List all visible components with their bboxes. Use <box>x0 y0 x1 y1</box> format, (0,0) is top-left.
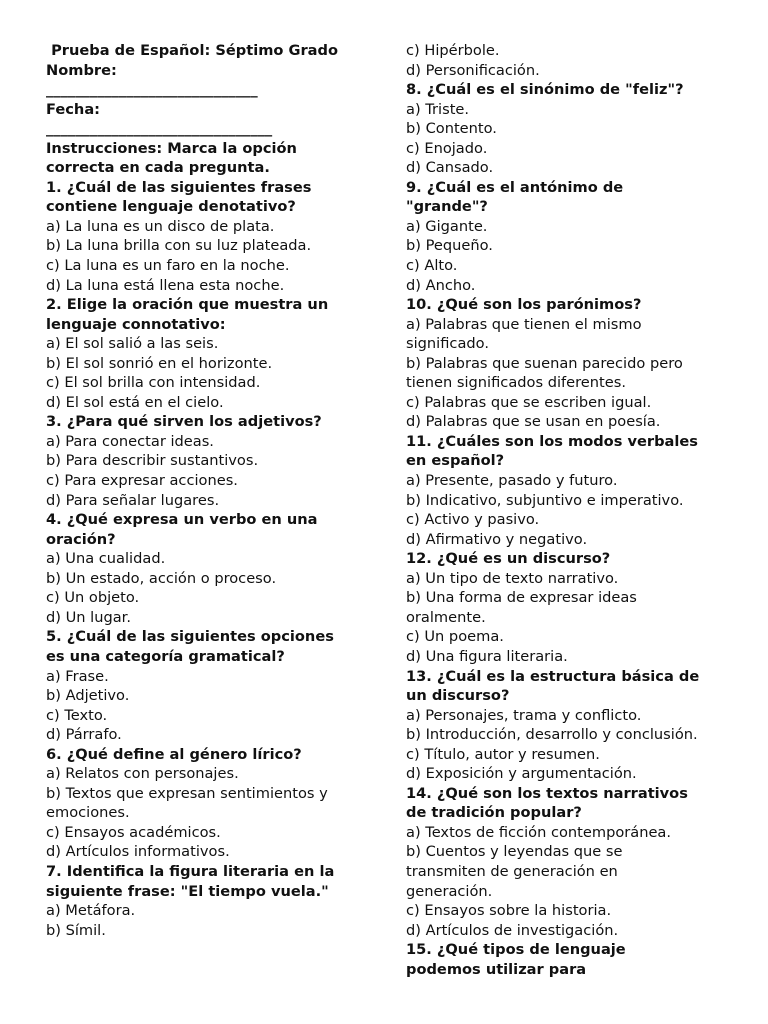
left-column <box>46 41 364 940</box>
option-a: a) Un tipo de texto narrativo. <box>406 569 619 587</box>
option-b: b) Introducción, desarrollo y conclusión. <box>406 726 698 744</box>
name-label: Nombre: <box>46 61 117 79</box>
question-text: es una categoría gramatical? <box>46 647 285 665</box>
left-questions <box>46 178 364 940</box>
option-a: a) Gigante. <box>406 217 488 235</box>
option-b: b) Contento. <box>406 120 497 138</box>
option-b: oralmente. <box>406 608 486 626</box>
question-10 <box>406 295 736 432</box>
option-a: a) Presente, pasado y futuro. <box>406 472 618 490</box>
option-a: significado. <box>406 335 489 353</box>
option-c: c) Alto. <box>406 257 458 275</box>
option-d: d) Cansado. <box>406 159 494 177</box>
question-6 <box>46 745 364 862</box>
option-b: b) Símil. <box>46 921 106 939</box>
option-d: d) Ancho. <box>406 276 476 294</box>
option-b: b) Indicativo, subjuntivo e imperativo. <box>406 491 684 509</box>
question-text: contiene lenguaje denotativo? <box>46 198 296 216</box>
option-b: b) Un estado, acción o proceso. <box>46 569 277 587</box>
date-blank-line: _______________________________ <box>46 120 273 138</box>
option-c: c) Un poema. <box>406 628 504 646</box>
option-a: a) Metáfora. <box>46 902 136 920</box>
question-text: 11. ¿Cuáles son los modos verbales <box>406 432 698 450</box>
question-9 <box>406 178 736 295</box>
option-a: a) Relatos con personajes. <box>46 765 239 783</box>
option-b: transmiten de generación en <box>406 862 618 880</box>
option-a: a) Personajes, trama y conflicto. <box>406 706 642 724</box>
question-11 <box>406 432 736 549</box>
date-label: Fecha: <box>46 100 100 118</box>
question-3 <box>46 412 364 510</box>
question-4 <box>46 510 364 627</box>
question-text: 4. ¿Qué expresa un verbo en una <box>46 511 318 529</box>
option-b: b) Adjetivo. <box>46 687 130 705</box>
question-text: en español? <box>406 452 505 470</box>
option-d: d) Para señalar lugares. <box>46 491 220 509</box>
option-d: d) Afirmativo y negativo. <box>406 530 588 548</box>
option-c: c) Hipérbole. <box>406 42 500 59</box>
option-b: emociones. <box>46 804 130 822</box>
question-text: un discurso? <box>406 687 510 705</box>
option-c: c) Ensayos sobre la historia. <box>406 902 612 920</box>
option-b: b) El sol sonrió en el horizonte. <box>46 354 273 372</box>
question-text: 5. ¿Cuál de las siguientes opciones <box>46 628 334 646</box>
question-15 <box>406 940 736 979</box>
question-text: 15. ¿Qué tipos de lenguaje <box>406 941 626 959</box>
question-text: 14. ¿Qué son los textos narrativos <box>406 784 688 802</box>
question-1 <box>46 178 364 295</box>
question-5 <box>46 627 364 744</box>
option-c: c) Ensayos académicos. <box>46 823 221 841</box>
option-a: a) Triste. <box>406 100 470 118</box>
question-8 <box>406 80 736 178</box>
option-c: c) Enojado. <box>406 139 488 157</box>
question-text: "grande"? <box>406 198 488 216</box>
right-questions <box>406 41 736 979</box>
option-a: a) La luna es un disco de plata. <box>46 217 275 235</box>
question-2 <box>46 295 364 412</box>
option-a: a) El sol salió a las seis. <box>46 335 219 353</box>
question-7-continued <box>406 41 736 80</box>
option-a: a) Frase. <box>46 667 109 685</box>
question-text: 10. ¿Qué son los parónimos? <box>406 296 642 314</box>
question-7 <box>46 862 364 940</box>
question-13 <box>406 667 736 784</box>
question-text: 3. ¿Para qué sirven los adjetivos? <box>46 413 322 431</box>
option-c: c) Un objeto. <box>46 589 140 607</box>
question-text: 1. ¿Cuál de las siguientes frases <box>46 178 312 196</box>
question-text: 9. ¿Cuál es el antónimo de <box>406 178 624 196</box>
question-text: 12. ¿Qué es un discurso? <box>406 550 611 568</box>
question-text: 8. ¿Cuál es el sinónimo de "feliz"? <box>406 81 684 99</box>
option-a: a) Para conectar ideas. <box>46 432 214 450</box>
name-blank-line: _____________________________ <box>46 81 258 99</box>
instructions-line-1: Instrucciones: Marca la opción <box>46 139 297 157</box>
option-b: generación. <box>406 882 493 900</box>
question-12 <box>406 549 736 666</box>
question-text: 7. Identifica la figura literaria en la <box>46 862 335 880</box>
option-b: tienen significados diferentes. <box>406 374 626 392</box>
option-b: b) Textos que expresan sentimientos y <box>46 784 328 802</box>
question-text: siguiente frase: "El tiempo vuela." <box>46 882 329 900</box>
option-d: d) Artículos de investigación. <box>406 921 619 939</box>
question-text: podemos utilizar para <box>406 960 587 978</box>
option-d: d) Un lugar. <box>46 608 131 626</box>
option-d: d) El sol está en el cielo. <box>46 393 224 411</box>
option-b: b) Cuentos y leyendas que se <box>406 843 623 861</box>
option-c: c) El sol brilla con intensidad. <box>46 374 261 392</box>
question-14 <box>406 784 736 940</box>
right-column <box>406 41 736 979</box>
option-c: c) La luna es un faro en la noche. <box>46 257 290 275</box>
option-d: d) Párrafo. <box>46 726 122 744</box>
option-d: d) La luna está llena esta noche. <box>46 276 285 294</box>
option-b: b) Pequeño. <box>406 237 493 255</box>
option-a: a) Textos de ficción contemporánea. <box>406 823 672 841</box>
option-d: d) Artículos informativos. <box>46 843 230 861</box>
option-c: c) Título, autor y resumen. <box>406 745 600 763</box>
question-text: 6. ¿Qué define al género lírico? <box>46 745 302 763</box>
option-d: d) Palabras que se usan en poesía. <box>406 413 661 431</box>
option-c: c) Texto. <box>46 706 108 724</box>
question-text: 13. ¿Cuál es la estructura básica de <box>406 667 700 685</box>
test-title: Prueba de Español: Séptimo Grado <box>46 42 339 59</box>
option-c: c) Activo y pasivo. <box>406 511 540 529</box>
question-text: lenguaje connotativo: <box>46 315 226 333</box>
option-c: c) Para expresar acciones. <box>46 472 238 490</box>
option-d: d) Personificación. <box>406 61 540 79</box>
option-d: d) Exposición y argumentación. <box>406 765 637 783</box>
option-b: b) Palabras que suenan parecido pero <box>406 354 683 372</box>
question-text: de tradición popular? <box>406 804 582 822</box>
option-a: a) Palabras que tienen el mismo <box>406 315 642 333</box>
option-b: b) Una forma de expresar ideas <box>406 589 637 607</box>
option-b: b) La luna brilla con su luz plateada. <box>46 237 312 255</box>
option-c: c) Palabras que se escriben igual. <box>406 393 652 411</box>
option-d: d) Una figura literaria. <box>406 647 568 665</box>
option-b: b) Para describir sustantivos. <box>46 452 259 470</box>
instructions-line-2: correcta en cada pregunta. <box>46 159 270 177</box>
option-a: a) Una cualidad. <box>46 550 166 568</box>
question-text: oración? <box>46 530 116 548</box>
question-text: 2. Elige la oración que muestra un <box>46 296 329 314</box>
